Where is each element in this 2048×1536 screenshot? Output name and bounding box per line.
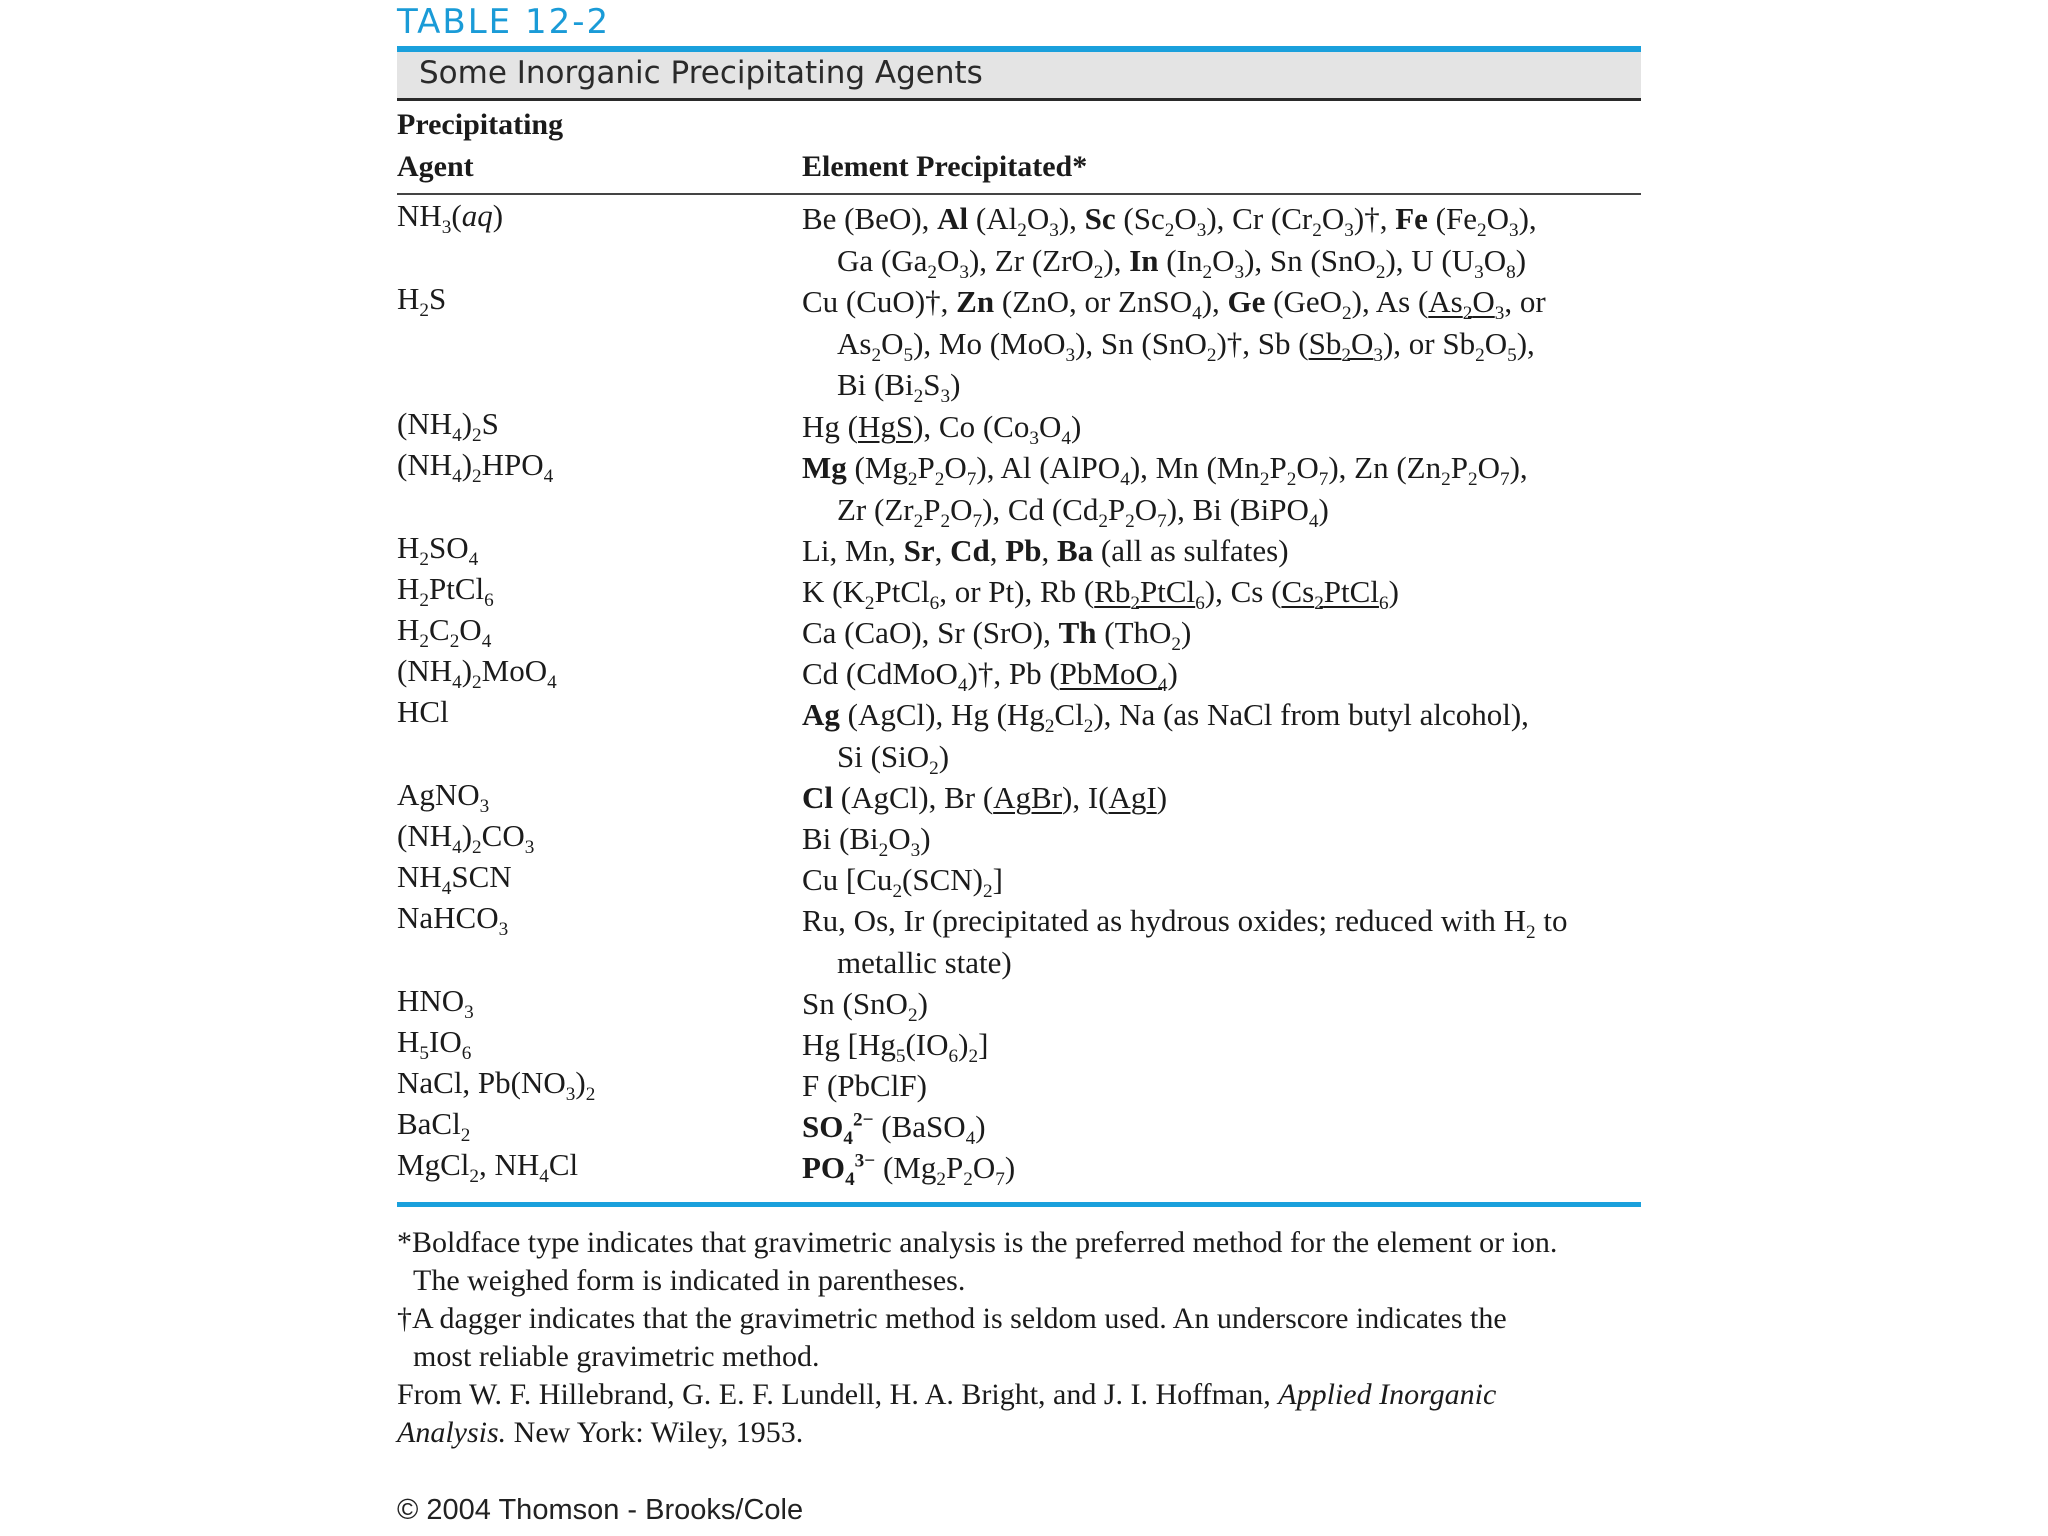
element-bacl2: $SO_4^{2-}$ (BaSO$_4$) bbox=[802, 1109, 986, 1150]
element-nh4-2moo4: Cd (CdMoO$_4$)†, Pb (PbMoO$_4$) bbox=[802, 656, 1178, 697]
element-nacl-pbno3: F (PbClF) bbox=[802, 1068, 927, 1103]
footnote-dagger-line2: most reliable gravimetric method. bbox=[413, 1340, 820, 1373]
footnote-boldface-line1: *Boldface type indicates that gravimetric analysis is the preferred method for the element or ion. bbox=[397, 1226, 1558, 1259]
agent-h5io6: $H_5IO_6$ bbox=[397, 1024, 472, 1065]
footnote-boldface-line2: The weighed form is indicated in parentheses. bbox=[413, 1264, 966, 1297]
element-hcl: Ag (AgCl), Hg $(Hg_2Cl_2)$, Na (as NaCl from butyl alcohol), Si (SiO$_2$) bbox=[802, 697, 1529, 779]
agent-agno3: AgNO$_3$ bbox=[397, 777, 490, 818]
bottom-accent-rule bbox=[397, 1202, 1641, 1207]
element-h2s: Cu (CuO)†, Zn (ZnO, or ZnSO$_4$), Ge (GeO$_2$), As ($As_2O_3$, or $As_2O_5$), Mo (MoO$_3$), Sn (SnO$_2$)†, Sb $(Sb_2O_3)$, or $Sb_2O_5$), Bi $(Bi_2S_3)$ bbox=[802, 284, 1546, 408]
table-title-band bbox=[397, 52, 1641, 101]
element-agno3: Cl (AgCl), Br (AgBr), I(AgI) bbox=[802, 780, 1168, 815]
agent-h2c2o4: $H_2C_2O_4$ bbox=[397, 612, 492, 653]
agent-nacl-pbno3: NaCl, $Pb(NO_3)_2$ bbox=[397, 1065, 596, 1106]
element-hno3: Sn (SnO$_2$) bbox=[802, 986, 928, 1027]
element-nh4-2hpo4: Mg $(Mg_2P_2O_7)$, Al (AlPO$_4$), Mn $(Mn_2P_2O_7)$, Zn $(Zn_2P_2O_7)$, Zr $(Zr_2P_2O_7)$, Cd $(Cd_2P_2O_7)$, Bi (BiPO$_4$) bbox=[802, 450, 1528, 532]
element-nahco3: Ru, Os, Ir (precipitated as hydrous oxides; reduced with $H_2$ to metallic state) bbox=[802, 903, 1568, 980]
agent-h2s: $H_2S$ bbox=[397, 281, 447, 322]
element-nh4-2co3: Bi $(Bi_2O_3)$ bbox=[802, 821, 931, 862]
agent-mgcl2-nh4cl: MgCl$_2$, $NH_4Cl$ bbox=[397, 1147, 579, 1188]
source-title-part2: Analysis. bbox=[397, 1416, 507, 1449]
footnote-boldface bbox=[397, 1224, 1647, 1300]
agent-h2so4: $H_2SO_4$ bbox=[397, 530, 479, 571]
source-title-part1: Applied Inorganic bbox=[1278, 1378, 1497, 1411]
agent-nh4-2co3: $(NH_4)_2CO_3$ bbox=[397, 818, 535, 859]
element-nh4scn: Cu $[Cu_2(SCN)_2]$ bbox=[802, 862, 1003, 903]
header-element-precipitated: Element Precipitated* bbox=[802, 150, 1088, 183]
element-nh4-2s: Hg (HgS), Co $(Co_3O_4)$ bbox=[802, 409, 1082, 450]
copyright-notice: © 2004 Thomson - Brooks/Cole bbox=[397, 1494, 804, 1526]
element-h2c2o4: Ca (CaO), Sr (SrO), Th (ThO$_2$) bbox=[802, 615, 1192, 656]
table-title: Some Inorganic Precipitating Agents bbox=[419, 55, 983, 91]
element-h2so4: Li, Mn, Sr, Cd, Pb, Ba (all as sulfates) bbox=[802, 533, 1289, 568]
agent-nh4-2moo4: $(NH_4)_2MoO_4$ bbox=[397, 653, 557, 694]
agent-nh4-2hpo4: $(NH_4)_2HPO_4$ bbox=[397, 447, 554, 488]
agent-hcl: HCl bbox=[397, 694, 449, 729]
header-agent-line2: Agent bbox=[397, 150, 474, 183]
element-nh3: Be (BeO), Al $(Al_2O_3)$, Sc $(Sc_2O_3)$, Cr $(Cr_2O_3)\dagger$, Fe $(Fe_2O_3)$, Ga $(Ga_2O_3)$, Zr (ZrO$_2$), In $(In_2O_3)$, Sn (SnO$_2$), U $(U_3O_8)$ bbox=[802, 201, 1537, 283]
footnote-dagger bbox=[397, 1300, 1647, 1376]
header-rule bbox=[397, 193, 1641, 195]
agent-nh4-2s: $(NH_4)_2S$ bbox=[397, 406, 499, 447]
table-label: TABLE 12-2 bbox=[397, 2, 611, 42]
agent-hno3: $HNO_3$ bbox=[397, 983, 474, 1024]
element-h5io6: Hg $[Hg_5(IO_6)_2]$ bbox=[802, 1027, 989, 1068]
footnote-dagger-line1: †A dagger indicates that the gravimetric method is seldom used. An underscore indicates the bbox=[397, 1302, 1507, 1335]
agent-nh3: $NH_3(aq)$ bbox=[397, 198, 504, 239]
source-publisher: New York: Wiley, 1953. bbox=[506, 1416, 804, 1449]
agent-nahco3: NaHCO$_3$ bbox=[397, 900, 509, 941]
element-mgcl2-nh4cl: $PO_4^{3-}$ $(Mg_2P_2O_7)$ bbox=[802, 1150, 1016, 1191]
agent-h2ptcl6: $H_2PtCl_6$ bbox=[397, 571, 494, 612]
agent-nh4scn: $NH_4SCN$ bbox=[397, 859, 512, 900]
source-citation: From W. F. Hillebrand, G. E. F. Lundell, H. A. Bright, and J. I. Hoffman, bbox=[397, 1378, 1279, 1411]
header-agent-line1: Precipitating bbox=[397, 108, 564, 141]
element-h2ptcl6: K ($K_2PtCl_6$, or Pt), Rb $(Rb_2PtCl_6)$, Cs $(Cs_2PtCl_6)$ bbox=[802, 574, 1399, 615]
footnote-source bbox=[397, 1376, 1647, 1452]
agent-bacl2: BaCl$_2$ bbox=[397, 1106, 471, 1147]
